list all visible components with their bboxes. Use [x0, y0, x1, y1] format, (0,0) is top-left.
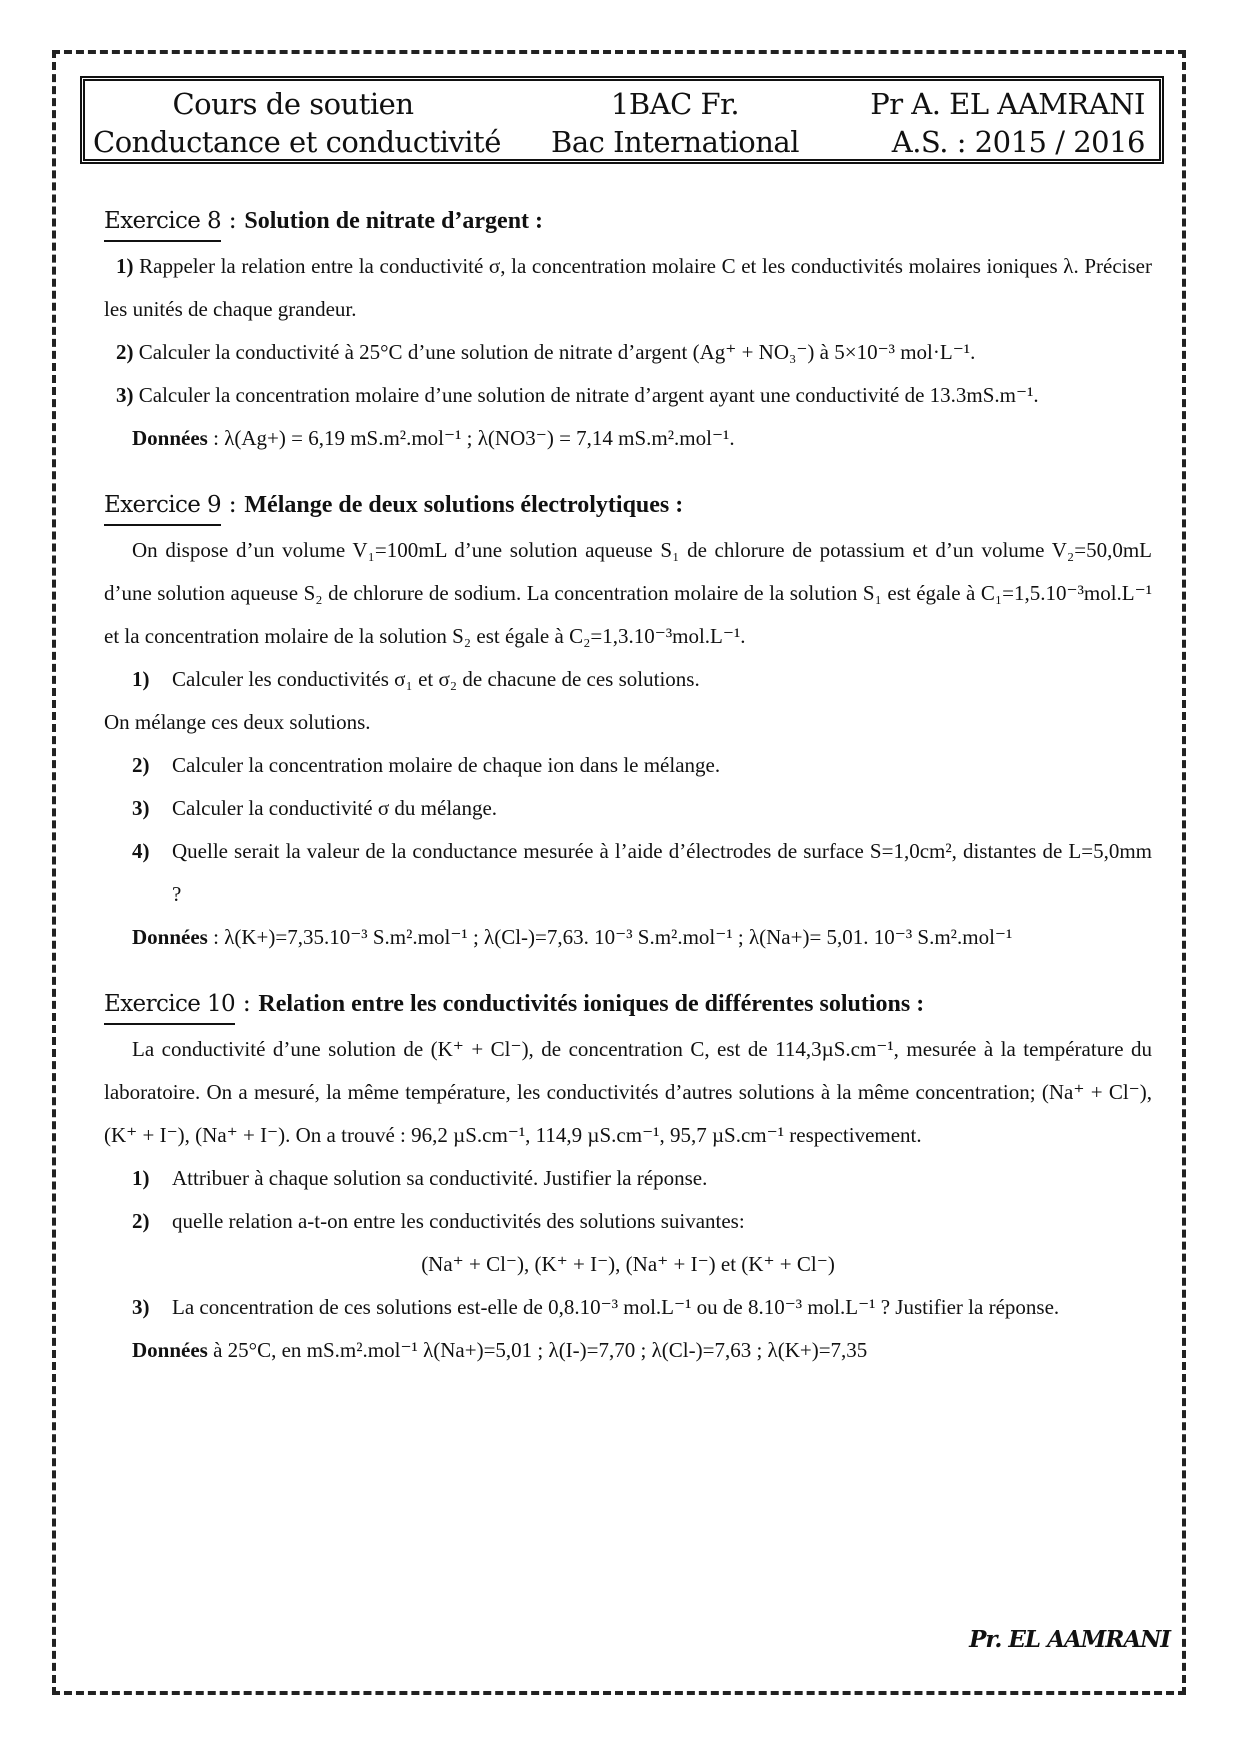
- footer-signature: Pr. EL AAMRANI: [969, 1626, 1170, 1653]
- q-text: Calculer la conductivité σ du mélange.: [172, 796, 498, 820]
- program-name: Bac International: [551, 125, 799, 159]
- exercise-8-heading: Exercice 8 : Solution de nitrate d’argent :: [104, 200, 1152, 241]
- exercise-10-label: Exercice 10: [104, 991, 235, 1025]
- data-label: Données: [132, 925, 208, 949]
- q-text: Calculer la concentration molaire d’une solution de nitrate d’argent ayant une conductivité de 13.3mS.m⁻¹.: [138, 383, 1039, 407]
- header-box: [80, 76, 1164, 164]
- class-level: 1BAC Fr.: [610, 87, 740, 121]
- data-values: à 25°C, en mS.m².mol⁻¹ λ(Na+)=5,01 ; λ(I-)=7,70 ; λ(Cl-)=7,63 ; λ(K+)=7,35: [213, 1338, 868, 1362]
- q-text: Attribuer à chaque solution sa conductivité. Justifier la réponse.: [172, 1166, 708, 1190]
- exercise-9-title: Mélange de deux solutions électrolytiques :: [244, 492, 684, 518]
- exercise-8-question-1: 1) Rappeler la relation entre la conductivité σ, la concentration molaire C et les conductivités molaires ioniques λ. Préciser les unités de chaque grandeur.: [104, 254, 1153, 321]
- document-body: [104, 190, 1152, 1372]
- teacher-name: Pr A. EL AAMRANI: [870, 87, 1145, 121]
- q-text: La concentration de ces solutions est-elle de 0,8.10⁻³ mol.L⁻¹ ou de 8.10⁻³ mol.L⁻¹ ? Justifier la réponse.: [172, 1295, 1060, 1319]
- course-topic: Conductance et conductivité: [93, 125, 501, 159]
- school-year: A.S. : 2015 / 2016: [891, 125, 1145, 159]
- exercise-9-heading: Exercice 9 : Mélange de deux solutions électrolytiques :: [104, 484, 1152, 525]
- exercise-10-data: [104, 1329, 1152, 1372]
- exercise-10-title: Relation entre les conductivités ioniques de différentes solutions :: [258, 991, 925, 1017]
- exercise-10-question-1: 1) Attribuer à chaque solution sa conductivité. Justifier la réponse.: [132, 1166, 708, 1190]
- exercise-10-question-2: 2) quelle relation a-t-on entre les conductivités des solutions suivantes:: [132, 1209, 745, 1233]
- header-right: [845, 85, 1145, 161]
- exercise-10-solutions-list: (Na⁺ + Cl⁻), (K⁺ + I⁻), (Na⁺ + I⁻) et (K⁺ + Cl⁻): [421, 1252, 835, 1276]
- q-text: Quelle serait la valeur de la conductance mesurée à l’aide d’électrodes de surface S=1,0cm², distantes de L=5,0mm ?: [172, 839, 1152, 906]
- exercise-8-question-3: 3) Calculer la concentration molaire d’une solution de nitrate d’argent ayant une conductivité de 13.3mS.m⁻¹.: [116, 383, 1039, 407]
- exercise-9-mix-statement: On mélange ces deux solutions.: [104, 710, 371, 734]
- data-values: λ(Ag+) = 6,19 mS.m².mol⁻¹ ; λ(NO3⁻) = 7,14 mS.m².mol⁻¹.: [224, 426, 735, 450]
- exercise-8-data: Données : λ(Ag+) = 6,19 mS.m².mol⁻¹ ; λ(NO3⁻) = 7,14 mS.m².mol⁻¹.: [132, 426, 735, 450]
- exercise-10-intro: La conductivité d’une solution de (K⁺ + Cl⁻), de concentration C, est de 114,3µS.cm⁻¹, mesurée à la température du laboratoire. On a mesuré, la même température, les conductivités d’autres solutions à la même concentration; (Na⁺ + Cl⁻), (K⁺ + I⁻), (Na⁺ + I⁻). On a trouvé : 96,2 µS.cm⁻¹, 114,9 µS.cm⁻¹, 95,7 µS.cm⁻¹ respectivement.: [104, 1037, 1152, 1147]
- exercise-10-question-3: 3) La concentration de ces solutions est-elle de 0,8.10⁻³ mol.L⁻¹ ou de 8.10⁻³ mol.L⁻¹ ? Justifier la réponse.: [132, 1295, 1060, 1319]
- data-label: Données: [132, 1338, 208, 1362]
- q-text: Calculer la concentration molaire de chaque ion dans le mélange.: [172, 753, 721, 777]
- exercise-8-label: Exercice 8: [104, 208, 221, 242]
- exercise-8-question-2: 2) Calculer la conductivité à 25°C d’une solution de nitrate d’argent (Ag⁺ + NO₃⁻) à 5×10⁻³ mol·L⁻¹.: [116, 340, 976, 364]
- course-type: Cours de soutien: [172, 87, 414, 121]
- exercise-9-label: Exercice 9: [104, 492, 221, 526]
- q-text: Rappeler la relation entre la conductivité σ, la concentration molaire C et les conductivités molaires ioniques λ. Préciser les unités de chaque grandeur.: [104, 254, 1153, 321]
- data-label: Données: [132, 426, 208, 450]
- exercise-10-heading: Exercice 10 : Relation entre les conductivités ioniques de différentes solutions :: [104, 983, 1152, 1024]
- header-middle: [525, 85, 825, 161]
- exercise-8-title: Solution de nitrate d’argent :: [244, 208, 544, 234]
- data-values: λ(K+)=7,35.10⁻³ S.m².mol⁻¹ ; λ(Cl-)=7,63. 10⁻³ S.m².mol⁻¹ ; λ(Na+)= 5,01. 10⁻³ S.m².mol⁻¹: [224, 925, 1013, 949]
- exercise-9-intro: On dispose d’un volume V₁=100mL d’une solution aqueuse S₁ de chlorure de potassium et d’un volume V₂=50,0mL d’une solution aqueuse S₂ de chlorure de sodium. La concentration molaire de la solution S₁ est égale à C₁=1,5.10⁻³mol.L⁻¹ et la concentration molaire de la solution S₂ est égale à C₂=1,3.10⁻³mol.L⁻¹.: [104, 538, 1152, 648]
- q-text: quelle relation a-t-on entre les conductivités des solutions suivantes:: [172, 1209, 745, 1233]
- header-left: [93, 85, 501, 161]
- q-text: Calculer les conductivités σ₁ et σ₂ de chacune de ces solutions.: [172, 667, 700, 691]
- exercise-9-question-1: 1) Calculer les conductivités σ₁ et σ₂ de chacune de ces solutions.: [132, 667, 700, 691]
- exercise-9-question-3: 3) Calculer la conductivité σ du mélange.: [132, 796, 498, 820]
- exercise-9-question-2: 2) Calculer la concentration molaire de chaque ion dans le mélange.: [132, 753, 721, 777]
- exercise-9-data: Données : λ(K+)=7,35.10⁻³ S.m².mol⁻¹ ; λ(Cl-)=7,63. 10⁻³ S.m².mol⁻¹ ; λ(Na+)= 5,01. 10⁻³ S.m².mol⁻¹: [132, 925, 1013, 949]
- exercise-9-question-4: 4) Quelle serait la valeur de la conductance mesurée à l’aide d’électrodes de surface S=1,0cm², distantes de L=5,0mm ?: [132, 839, 1152, 906]
- q-text: Calculer la conductivité à 25°C d’une solution de nitrate d’argent (Ag⁺ + NO₃⁻) à 5×10⁻³ mol·L⁻¹.: [138, 340, 976, 364]
